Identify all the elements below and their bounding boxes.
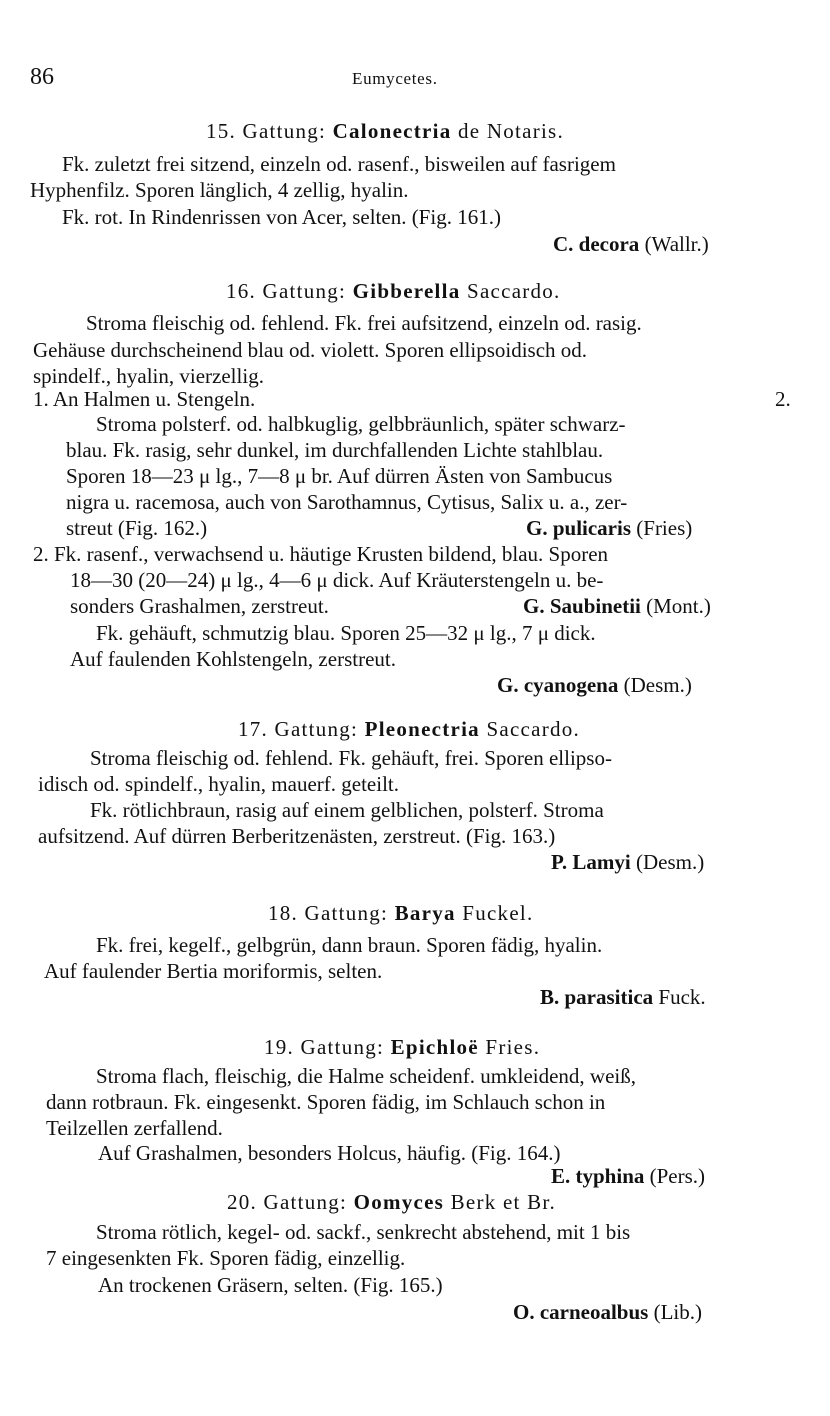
text-line: Stroma fleischig od. fehlend. Fk. frei aufsitzend, einzeln od. rasig. [86, 311, 642, 335]
species-name: P. Lamyi (Desm.) [551, 850, 705, 874]
running-title: Eumycetes. [352, 69, 438, 88]
genus-name: Calonectria [332, 119, 452, 143]
text-line: Teilzellen zerfallend. [46, 1116, 223, 1140]
genus-heading-16: 16. Gattung: Gibberella Saccardo. [226, 279, 561, 303]
genus-name: Pleonectria [364, 717, 480, 741]
key-ref: 2. [775, 387, 791, 411]
species-name: G. pulicaris (Fries) [526, 516, 693, 540]
text-line: Fk. zuletzt frei sitzend, einzeln od. rasenf., bisweilen auf fasrigem [62, 152, 616, 176]
text-line: sonders Grashalmen, zerstreut. [70, 594, 329, 618]
text-line: Stroma fleischig od. fehlend. Fk. gehäuft, frei. Sporen ellipso- [90, 746, 612, 770]
genus-heading-20: 20. Gattung: Oomyces Berk et Br. [227, 1190, 557, 1214]
genus-name: Gibberella [352, 279, 461, 303]
text-line: 7 eingesenkten Fk. Sporen fädig, einzellig. [46, 1246, 406, 1270]
genus-name: Oomyces [353, 1190, 445, 1214]
text-line: dann rotbraun. Fk. eingesenkt. Sporen fädig, im Schlauch schon in [46, 1090, 606, 1114]
species-name: O. carneoalbus (Lib.) [513, 1300, 702, 1324]
genus-name: Barya [394, 901, 456, 925]
text-line: Gehäuse durchscheinend blau od. violett. Sporen ellipsoidisch od. [33, 338, 588, 362]
text-line: Fk. frei, kegelf., gelbgrün, dann braun. Sporen fädig, hyalin. [96, 933, 603, 957]
text-line: An trockenen Gräsern, selten. (Fig. 165.) [98, 1273, 443, 1297]
text-line: Stroma flach, fleischig, die Halme scheidenf. umkleidend, weiß, [96, 1064, 637, 1088]
text-line: blau. Fk. rasig, sehr dunkel, im durchfallenden Lichte stahlblau. [66, 438, 604, 462]
genus-heading-18: 18. Gattung: Barya Fuckel. [268, 901, 534, 925]
key-line: 1. An Halmen u. Stengeln. [33, 387, 256, 411]
genus-heading-15: 15. Gattung: Calonectria de Notaris. [206, 119, 564, 143]
species-name: E. typhina (Pers.) [551, 1164, 706, 1188]
text-line: spindelf., hyalin, vierzellig. [33, 364, 264, 388]
text-line: idisch od. spindelf., hyalin, mauerf. geteilt. [38, 772, 399, 796]
species-name: G. cyanogena (Desm.) [497, 673, 692, 697]
text-line: Stroma rötlich, kegel- od. sackf., senkrecht abstehend, mit 1 bis [96, 1220, 631, 1244]
key-line: 2. Fk. rasenf., verwachsend u. häutige Krusten bildend, blau. Sporen [33, 542, 609, 566]
text-line: nigra u. racemosa, auch von Sarothamnus, Cytisus, Salix u. a., zer- [66, 490, 628, 514]
text-line: Fk. rötlichbraun, rasig auf einem gelblichen, polsterf. Stroma [90, 798, 604, 822]
species-name: B. parasitica Fuck. [540, 985, 706, 1009]
page-number: 86 [30, 64, 54, 90]
text-line: Fk. rot. In Rindenrissen von Acer, selten. (Fig. 161.) [62, 205, 501, 229]
text-line: Auf faulender Bertia moriformis, selten. [44, 959, 383, 983]
text-line: Auf faulenden Kohlstengeln, zerstreut. [70, 647, 396, 671]
text-line: Hyphenfilz. Sporen länglich, 4 zellig, hyalin. [30, 178, 409, 202]
species-name: G. Saubinetii (Mont.) [523, 594, 711, 618]
genus-heading-17: 17. Gattung: Pleonectria Saccardo. [238, 717, 580, 741]
text-line: Fk. gehäuft, schmutzig blau. Sporen 25—32 μ lg., 7 μ dick. [96, 621, 596, 645]
text-line: Stroma polsterf. od. halbkuglig, gelbbräunlich, später schwarz- [96, 412, 626, 436]
text-line: aufsitzend. Auf dürren Berberitzenästen, zerstreut. (Fig. 163.) [38, 824, 556, 848]
genus-heading-19: 19. Gattung: Epichloë Fries. [264, 1035, 541, 1059]
text-line: 18—30 (20—24) μ lg., 4—6 μ dick. Auf Kräuterstengeln u. be- [70, 568, 604, 592]
text-line: Sporen 18—23 μ lg., 7—8 μ br. Auf dürren Ästen von Sambucus [66, 464, 613, 488]
text-line: Auf Grashalmen, besonders Holcus, häufig. (Fig. 164.) [98, 1141, 561, 1165]
species-name: C. decora (Wallr.) [553, 232, 709, 256]
text-line: streut (Fig. 162.) [66, 516, 208, 540]
genus-name: Epichloë [390, 1035, 479, 1059]
